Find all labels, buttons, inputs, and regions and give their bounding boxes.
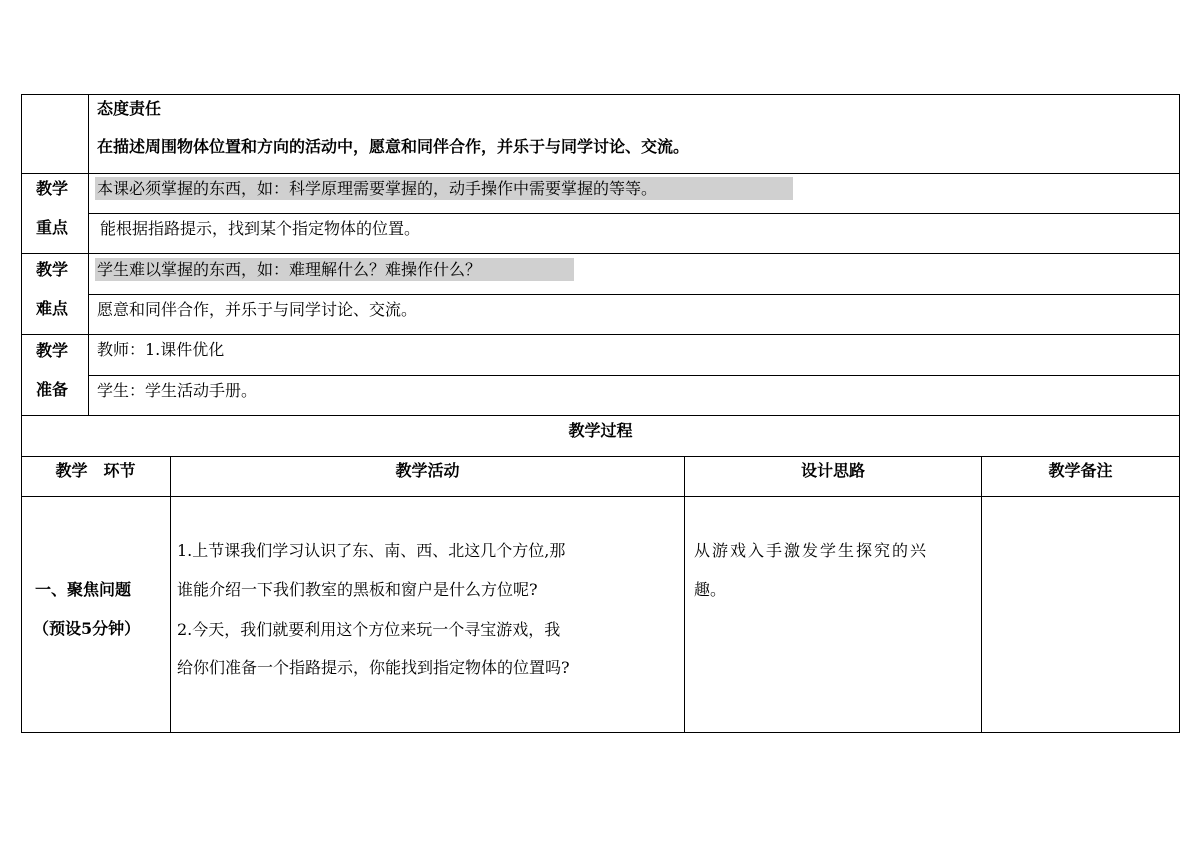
activity-line-4: 给你们准备一个指路提示，你能找到指定物体的位置吗? — [177, 658, 570, 677]
activity-line-1: 1.上节课我们学习认识了东、南、西、北这几个方位,那 — [177, 541, 566, 560]
key-points-content: 能根据指路提示，找到某个指定物体的位置。 — [100, 219, 421, 238]
header-stage: 教学 环节 — [55, 461, 136, 480]
attitude-content: 在描述周围物体位置和方向的活动中，愿意和同伴合作，并乐于与同学讨论、交流。 — [97, 137, 690, 156]
process-title: 教学过程 — [568, 421, 633, 440]
preparation-student: 学生：学生活动手册。 — [97, 381, 258, 400]
attitude-title: 态度责任 — [97, 99, 162, 118]
activity-line-3: 2.今天，我们就要利用这个方位来玩一个寻宝游戏，我 — [177, 620, 561, 639]
design-line-1: 从游戏入手激发学生探究的兴 — [694, 541, 929, 560]
key-points-hint: 本课必须掌握的东西，如：科学原理需要掌握的，动手操作中需要掌握的等等。 — [95, 177, 793, 200]
difficulties-content: 愿意和同伴合作，并乐于与同学讨论、交流。 — [97, 300, 418, 319]
stage-duration: （预设5分钟） — [33, 619, 141, 638]
design-line-2: 趣。 — [694, 580, 727, 599]
preparation-label-bottom: 准备 — [36, 380, 69, 399]
preparation-label-top: 教学 — [36, 341, 69, 360]
difficulties-hint: 学生难以掌握的东西，如：难理解什么？难操作什么？ — [95, 258, 574, 281]
header-activity: 教学活动 — [395, 461, 460, 480]
key-points-label-top: 教学 — [36, 179, 69, 198]
header-notes: 教学备注 — [1048, 461, 1113, 480]
difficulties-label-bottom: 难点 — [36, 299, 69, 318]
preparation-teacher: 教师：1.课件优化 — [97, 340, 225, 359]
activity-line-2: 谁能介绍一下我们教室的黑板和窗户是什么方位呢? — [177, 580, 538, 599]
key-points-label-bottom: 重点 — [36, 218, 69, 237]
stage-title: 一、聚焦问题 — [35, 580, 132, 599]
difficulties-label-top: 教学 — [36, 260, 69, 279]
header-design: 设计思路 — [800, 461, 865, 480]
